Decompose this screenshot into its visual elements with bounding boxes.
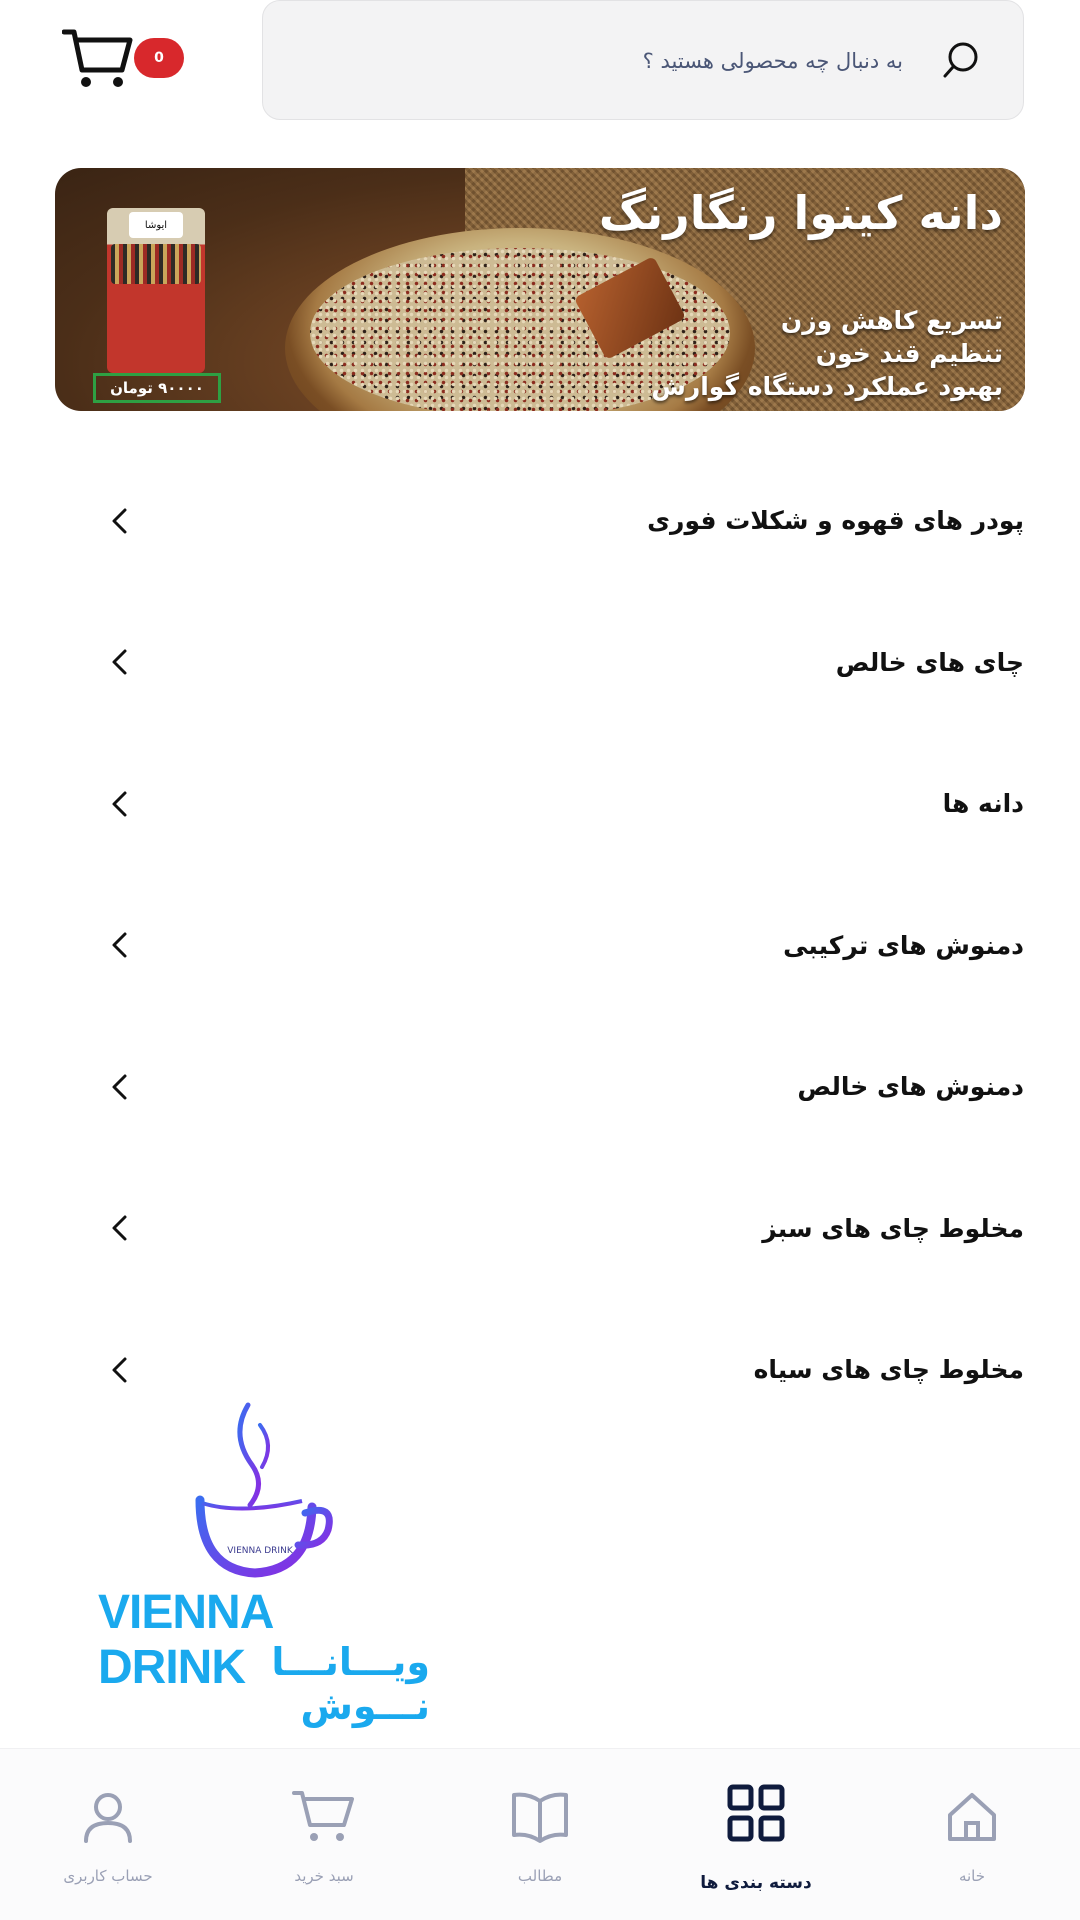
banner-benefit: تسریع کاهش وزن xyxy=(780,306,1003,335)
nav-label: خانه xyxy=(958,1867,986,1885)
chevron-left-icon xyxy=(100,1208,140,1248)
nav-item-categories[interactable] xyxy=(648,1749,864,1920)
chevron-left-icon xyxy=(100,784,140,824)
chevron-left-icon xyxy=(100,501,140,541)
nav-label: مطالب xyxy=(517,1867,563,1885)
category-item[interactable] xyxy=(100,450,1024,592)
package-pattern xyxy=(111,244,201,284)
nav-label: سبد خرید xyxy=(294,1867,354,1885)
category-label: مخلوط چای های سیاه xyxy=(753,1355,1024,1385)
brand-name-persian: ویـــانـــا نـــوش xyxy=(271,1640,430,1728)
nav-item-account[interactable] xyxy=(0,1749,216,1920)
search-input[interactable] xyxy=(293,39,903,83)
category-item[interactable] xyxy=(100,1158,1024,1300)
search-bar[interactable] xyxy=(262,0,1024,120)
banner-benefit: تنظیم قند خون xyxy=(815,339,1003,368)
cart-count-badge: 0 xyxy=(134,38,184,78)
promo-banner[interactable] xyxy=(55,168,1025,411)
chevron-left-icon xyxy=(100,925,140,965)
nav-item-articles[interactable] xyxy=(432,1749,648,1920)
category-item[interactable] xyxy=(100,875,1024,1017)
cart-icon xyxy=(62,28,134,90)
category-item[interactable] xyxy=(100,592,1024,734)
category-label: دمنوش های ترکیبی xyxy=(783,930,1024,960)
category-item[interactable] xyxy=(100,733,1024,875)
banner-benefits xyxy=(651,304,1003,403)
cart-icon xyxy=(292,1789,356,1845)
nav-item-home[interactable] xyxy=(864,1749,1080,1920)
banner-benefit: بهبود عملکرد دستگاه گوارش xyxy=(651,372,1003,401)
chevron-left-icon xyxy=(100,642,140,682)
grid-icon xyxy=(726,1783,786,1843)
brand-logo xyxy=(90,1395,430,1728)
header-cart-button[interactable] xyxy=(62,28,192,92)
cup-logo-text: VIENNA DRINK xyxy=(227,1546,293,1556)
cup-logo-icon xyxy=(90,1395,430,1585)
book-icon xyxy=(510,1789,570,1845)
chevron-left-icon xyxy=(100,1067,140,1107)
home-icon xyxy=(944,1789,1000,1845)
nav-item-cart[interactable] xyxy=(216,1749,432,1920)
category-list xyxy=(100,450,1024,1441)
package-label: ایوشا xyxy=(129,212,183,238)
banner-price-tag: ۹۰۰۰۰ تومان xyxy=(93,373,221,403)
category-label: مخلوط چای های سبز xyxy=(762,1213,1024,1243)
nav-label: دسته بندی ها xyxy=(700,1873,812,1893)
category-label: دانه ها xyxy=(942,789,1024,819)
brand-name-english: VIENNA DRINK xyxy=(98,1586,272,1694)
category-item[interactable] xyxy=(100,1016,1024,1158)
banner-product-package xyxy=(107,208,205,373)
banner-title: دانه کینوا رنگارنگ xyxy=(598,186,1003,240)
chevron-left-icon xyxy=(100,1350,140,1390)
nav-label: حساب کاربری xyxy=(63,1867,153,1885)
search-icon[interactable] xyxy=(941,39,983,81)
user-icon xyxy=(80,1789,136,1845)
category-label: دمنوش های خالص xyxy=(797,1072,1024,1102)
category-label: چای های خالص xyxy=(835,647,1024,677)
bottom-navigation xyxy=(0,1748,1080,1920)
category-label: پودر های قهوه و شکلات فوری xyxy=(647,506,1024,536)
